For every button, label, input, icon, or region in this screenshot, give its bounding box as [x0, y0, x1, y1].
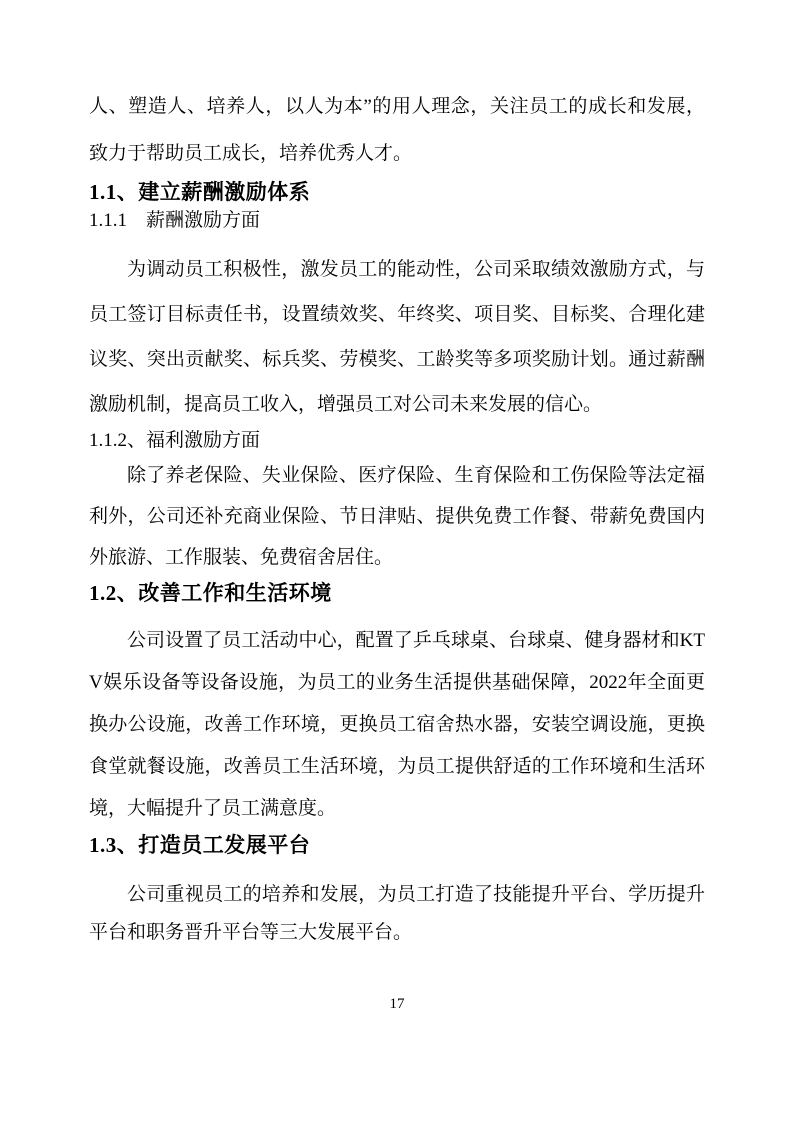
intro-paragraph: 人、塑造人、培养人，以人为本”的用人理念，关注员工的成长和发展，致力于帮助员工成长，培养优秀人才。: [89, 96, 705, 164]
subsection-heading-1-1-2: 1.1.2、福利激励方面: [89, 430, 261, 451]
paragraph-welfare-incentive: 除了养老保险、失业保险、医疗保险、生育保险和工伤保险等法定福利外，公司还补充商业保险、节日津贴、提供免费工作餐、带薪免费国内外旅游、工作服装、免费宿舍居住。: [89, 465, 705, 568]
section-heading-1-3: 1.3、打造员工发展平台: [89, 833, 311, 857]
paragraph-work-life-environment: 公司设置了员工活动中心，配置了乒乓球桌、台球桌、健身器材和KTV娱乐设备等设备设施，为员工的业务生活提供基础保障，2022年全面更换办公设施，改善工作环境，更换员工宿舍热水器，安装空调设施，更换食堂就餐设施，改善员工生活环境，为员工提供舒适的工作环境和生活环境，大幅提升了员工满意度。: [89, 630, 705, 819]
paragraph-development-platform: 公司重视员工的培养和发展，为员工打造了技能提升平台、学历提升平台和职务晋升平台等三大发展平台。: [89, 884, 705, 943]
section-heading-1-2: 1.2、改善工作和生活环境: [89, 581, 332, 605]
section-heading-1-1: 1.1、建立薪酬激励体系: [89, 180, 311, 204]
paragraph-salary-incentive: 为调动员工积极性，激发员工的能动性，公司采取绩效激励方式，与员工签订目标责任书，设置绩效奖、年终奖、项目奖、目标奖、合理化建议奖、突出贡献奖、标兵奖、劳模奖、工龄奖等多项奖励计划。通过薪酬激励机制，提高员工收入，增强员工对公司未来发展的信心。: [89, 259, 705, 415]
page-number: 17: [389, 996, 405, 1012]
subsection-heading-1-1-1: 1.1.1 薪酬激励方面: [89, 210, 261, 231]
